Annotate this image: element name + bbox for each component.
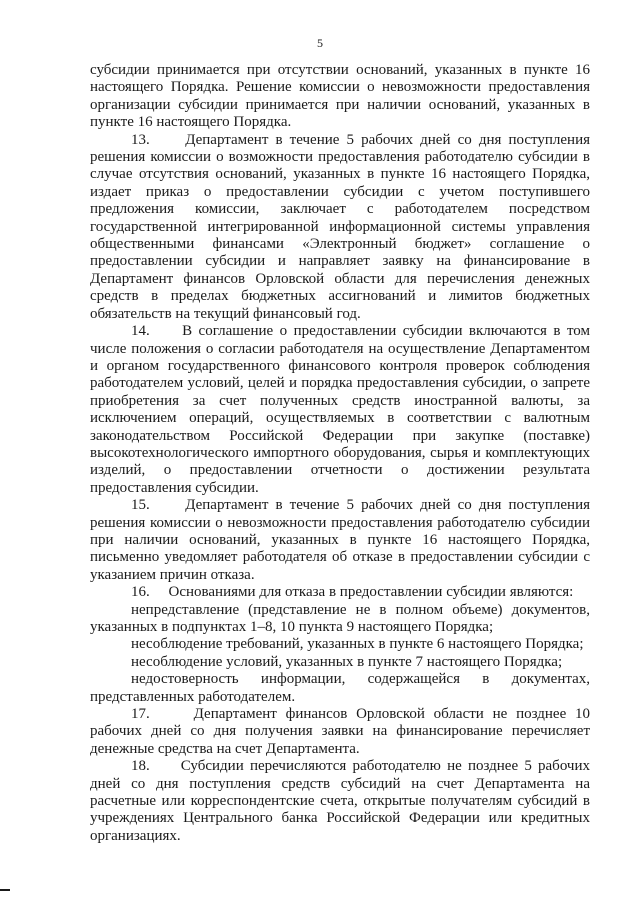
refusal-ground-text: непредставление (представление не в полном объеме) документов, указанных в подпунктах 1–8, 10 пункта 9 настоящего Порядка; — [90, 601, 590, 635]
clause-number: 13. — [131, 131, 150, 148]
clause-14 — [90, 323, 590, 497]
paragraph-text: субсидии принимается при отсутствии оснований, указанных в пункте 16 настоящего Порядка. Решение комиссии о невозможности предоставления организации субсидии принимается при наличии оснований, указанных в пункте 16 настоящего Порядка. — [90, 62, 590, 131]
clause-13 — [90, 132, 590, 323]
refusal-ground — [90, 654, 590, 671]
clause-number: 16. — [131, 584, 150, 601]
clause-18 — [90, 758, 590, 845]
clause-number: 17. — [131, 706, 150, 723]
clause-text: В соглашение о предоставлении субсидии включаются в том числе положения о согласии работодателя на осуществление Департаментом и органом государственного финансового контроля проверок соблюдения работодателем условий, целей и порядка предоставления субсидии, о запрете приобретения за счет полученных средств иностранной валюты, за исключением операций, осуществляемых в соответствии с валютным законодательством Российской Федерации при закупке (поставке) высокотехнологического импортного оборудования, сырья и комплектующих изделий, о предоставлении отчетности о достижении результата предоставления субсидии. — [90, 323, 591, 496]
paragraph-continuation — [90, 62, 590, 132]
refusal-ground — [90, 602, 590, 637]
refusal-ground — [90, 671, 590, 706]
clause-number: 18. — [131, 758, 150, 775]
clause-text: Основаниями для отказа в предоставлении субсидии являются: — [168, 584, 574, 601]
scan-edge-mark — [0, 889, 10, 891]
clause-number: 15. — [131, 497, 150, 514]
clause-15 — [90, 497, 590, 584]
page-number: 5 — [317, 36, 323, 50]
clause-number: 14. — [131, 323, 150, 340]
refusal-ground — [90, 636, 590, 653]
refusal-ground-text: несоблюдение условий, указанных в пункте 7 настоящего Порядка; — [131, 653, 563, 670]
document-body — [90, 62, 590, 845]
clause-17 — [90, 706, 590, 758]
clause-16 — [90, 584, 590, 601]
clause-text: Департамент в течение 5 рабочих дней со дня поступления решения комиссии о возможности предоставления работодателю субсидии в случае отсутствия оснований, указанных в пункте 16 настоящего Порядка, издает приказ о предоставлении субсидии с учетом поступившего предложения комиссии, заключает с работодателем посредством государственной интегрированной информационной системы управления общественными финансами «Электронный бюджет» соглашение о предоставлении субсидии и направляет заявку на финансирование в Департамент финансов Орловской области для перечисления денежных средств в пределах бюджетных ассигнований и лимитов бюджетных обязательств на текущий финансовый год. — [90, 131, 591, 322]
clause-text: Субсидии перечисляются работодателю не позднее 5 рабочих дней со дня поступления средств субсидий на счет Департамента на расчетные или корреспондентские счета, открытые получателям субсидий в учреждениях Центрального банка Российской Федерации или кредитных организациях. — [90, 758, 591, 844]
refusal-ground-text: несоблюдение требований, указанных в пункте 6 настоящего Порядка; — [131, 636, 584, 653]
clause-text: Департамент финансов Орловской области не позднее 10 рабочих дней со дня получения заявки на финансирование перечисляет денежные средства на счет Департамента. — [90, 706, 590, 757]
clause-text: Департамент в течение 5 рабочих дней со дня поступления решения комиссии о невозможности предоставления работодателю субсидии при наличии оснований, указанных в пункте 16 настоящего Порядка, письменно уведомляет работодателя об отказе в предоставлении субсидии с указанием причин отказа. — [90, 497, 591, 583]
refusal-ground-text: недостоверность информации, содержащейся в документах, представленных работодателем. — [90, 671, 590, 705]
